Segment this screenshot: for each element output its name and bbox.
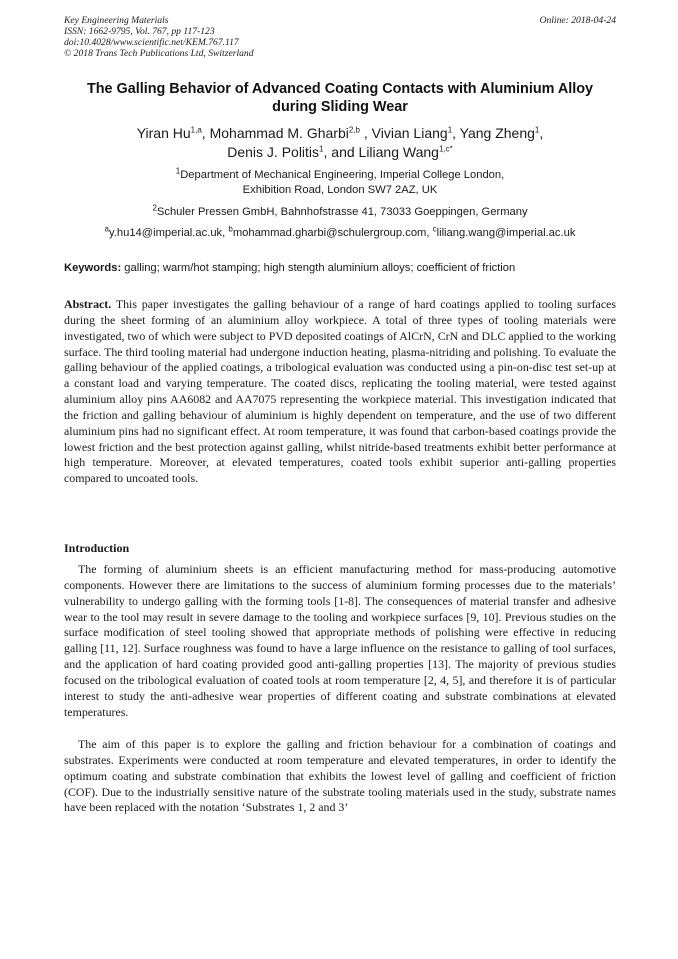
keywords [64,261,624,275]
author-sup: 1 [447,125,453,135]
email-link[interactable]: mohammad.gharbi@schulergroup.com, [232,227,433,239]
email-link[interactable]: y.hu14@imperial.ac.uk, [109,227,229,239]
keywords-label: Keywords: [64,262,122,274]
author-name: Liliang Wang [358,144,439,160]
abstract-text: This paper investigates the galling behaviour of a range of hard coatings applied to tooling surfaces during the sheet forming of an aluminium alloy workpiece. A total of three types of tooling materials were investigated, two of which were subject to PVD deposited coatings of AlCrN, CrN and DLC applied to the working surface. The third tooling material had undergone induction heating, plasma-nitriding and polishing. To evaluate the galling behaviour of the applied coatings, a tribological evaluation was conducted using a pin-on-disc test set-up at a constant load and varying temperature. The coated discs, replicating the tooling material, were tested against aluminium alloy pins AA6082 and AA7075 representing the workpiece material. This investigation indicated that the friction and galling behaviour of aluminium is highly dependent on temperature, and the use of two different aluminium pins had no significant effect. At room temperature, it was found that carbon-based coatings provide the lowest friction and the best protection against galling, whilst nitride-based treatments exhibit better performance at high temperature. Moreover, at elevated temperatures, coated tools exhibit superior anti-galling properties compared to uncoated tools. [64,297,616,486]
section-heading-introduction: Introduction [64,541,130,555]
author-name: Mohammad M. Gharbi [209,125,349,141]
abstract-label: Abstract. [64,297,112,311]
author-list: Yiran Hu$^{1,a}$, Mohammad M. Gharbi$^{2,b}$ , Vivian Liang$^1$, Yang Zheng$^1$, Denis J. Politis$^1$, and Liliang Wang$^{1,c*}$ [136,125,544,160]
email-line: $^a$y.hu14@imperial.ac.uk, $^b$mohammad.gharbi@schulergroup.com, $^c$liliang.wang@imperial.ac.uk [104,224,576,239]
affiliation-1: $^1$Department of Mechanical Engineering, Imperial College London, Exhibition Road, London SW7 2AZ, UK [175,166,505,196]
abstract [64,297,616,487]
author-sup: 1,c* [438,144,453,154]
author-name: Vivian Liang [371,125,448,141]
journal-name: Key Engineering Materials [64,15,169,26]
paper-title: The Galling Behavior of Advanced Coating Contacts with Aluminium Alloy during Sliding Wear [86,81,594,115]
issn-line: ISSN: 1662-9795, Vol. 767, pp 117-123 [64,26,215,37]
journal-header [64,15,616,59]
author-sup: 1,a [190,125,202,135]
intro-paragraph-2: The aim of this paper is to explore the galling and friction behaviour for a combination of coatings and substrates. Experiments were conducted at room temperature and elevated temperatures, in order to identify the optimum coating and substrate combination that exhibits the lowest level of galling and coefficient of friction (COF). Due to the industrially sensitive nature of the substrate tooling materials used in the study, substrate names have been replaced with the notation ‘Substrates 1, 2 and 3’ [64,737,616,815]
intro-paragraph-1: The forming of aluminium sheets is an efficient manufacturing method for mass-producing automotive components. However there are limitations to the success of aluminium forming processes due to the materials’ vulnerability to undergo galling with the forming tools [1-8]. The consequences of material transfer and adhesive wear to the tool may result in severe damage to the tooling and workpiece surfaces [9, 10]. Previous studies on the surface modification of steel tooling showed that appropriate methods of polishing were effective in reducing galling [11, 12]. Surface roughness was found to have a large influence on the resistance to galling of tool surfaces, and the application of hard coating provided good anti-galling properties [13]. The majority of previous studies focused on the tribological evaluation of coated tools at room temperature [2, 4, 5], and therefore it is of particular interest to study the anti-adhesive wear properties of different coating and substrate combinations at elevated temperatures. [64,562,616,719]
author-sup: 1 [319,144,324,154]
author-sup: 1 [534,125,540,135]
author-sup: 2,b [348,125,360,135]
author-name: Yiran Hu [136,125,191,141]
author-name: Denis J. Politis [227,144,320,160]
doi-line: doi:10.4028/www.scientific.net/KEM.767.117 [64,37,239,48]
online-date: Online: 2018-04-24 [539,15,616,26]
keywords-text: galling; warm/hot stamping; high stength aluminium alloys; coefficient of friction [121,262,516,274]
copyright-line: © 2018 Trans Tech Publications Ltd, Switzerland [64,48,254,59]
affiliation-2: $^2$Schuler Pressen GmbH, Bahnhofstrasse 41, 73033 Goeppingen, Germany [152,203,528,218]
author-name: Yang Zheng [459,125,535,141]
email-link[interactable]: liliang.wang@imperial.ac.uk [436,227,576,239]
